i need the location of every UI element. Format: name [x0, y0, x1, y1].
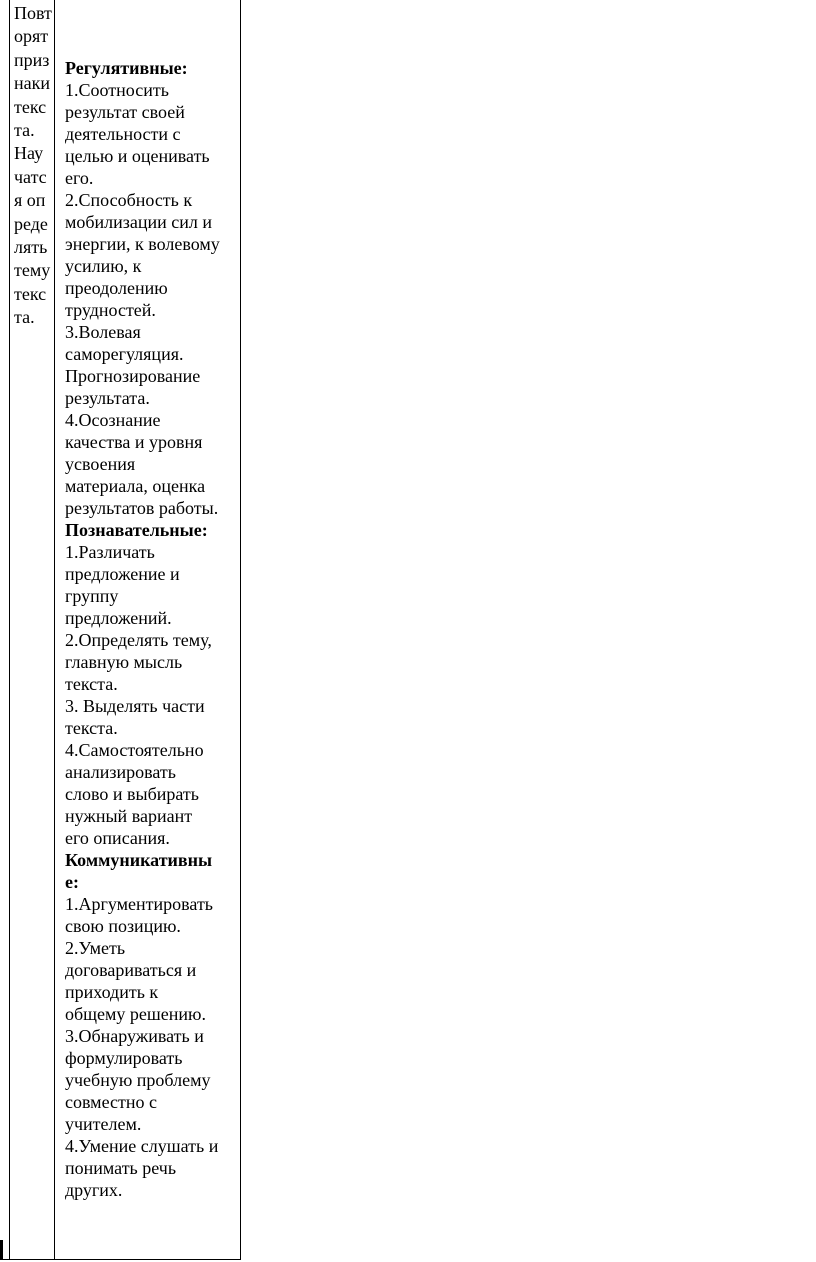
text-line: 3.Волевая	[65, 322, 141, 342]
text-line: свою позицию.	[65, 916, 181, 936]
text-line: его.	[65, 168, 94, 188]
text-line: анализировать	[65, 762, 176, 782]
lesson-outcome-text: Повторят признаки текста. Научатся определять тему текста.	[14, 3, 52, 328]
text-line: 3. Выделять части	[65, 696, 205, 716]
text-line: учебную проблему	[65, 1070, 211, 1090]
text-line: усилию, к	[65, 256, 142, 276]
section-heading: Регулятивные:	[65, 58, 188, 78]
text-line: других.	[65, 1180, 123, 1200]
text-line: учителем.	[65, 1114, 142, 1134]
text-line: 4.Осознание	[65, 410, 161, 430]
text-line: 4.Умение слушать и	[65, 1136, 219, 1156]
text-line: результата.	[65, 388, 150, 408]
table-fragment	[0, 0, 241, 1260]
text-line: 2.Определять тему,	[65, 630, 212, 650]
text-line: энергии, к волевому	[65, 234, 220, 254]
text-line: 1.Различать	[65, 542, 155, 562]
text-line: 2.Способность к	[65, 190, 193, 210]
text-line: главную мысль	[65, 652, 183, 672]
text-line: 2.Уметь	[65, 938, 126, 958]
text-line: приходить к	[65, 982, 159, 1002]
text-line: качества и уровня	[65, 432, 203, 452]
text-line: 3.Обнаруживать и	[65, 1026, 204, 1046]
text-line: договариваться и	[65, 960, 197, 980]
text-line: группу	[65, 586, 119, 606]
text-line: совместно с	[65, 1092, 157, 1112]
text-line: текста.	[65, 674, 118, 694]
uud-cell	[55, 0, 240, 1260]
text-line: целью и оценивать	[65, 146, 210, 166]
table-edge-column	[0, 0, 10, 1260]
narrow-column-cell	[10, 0, 55, 1260]
text-line: предложение и	[65, 564, 180, 584]
text-line: трудностей.	[65, 300, 156, 320]
text-line: общему решению.	[65, 1004, 206, 1024]
cell-border-mark	[0, 1240, 3, 1260]
text-line: 1.Аргументировать	[65, 894, 214, 914]
section-heading: Познавательные:	[65, 520, 208, 540]
text-line: Прогнозирование	[65, 366, 201, 386]
text-line: его описания.	[65, 828, 170, 848]
text-line: 4.Самостоятельно	[65, 740, 204, 760]
text-line: слово и выбирать	[65, 784, 199, 804]
text-line: текста.	[65, 718, 118, 738]
text-line: усвоения	[65, 454, 136, 474]
text-line: предложений.	[65, 608, 172, 628]
text-line: материала, оценка	[65, 476, 206, 496]
text-line: понимать речь	[65, 1158, 177, 1178]
text-line: формулировать	[65, 1048, 183, 1068]
text-line: мобилизации сил и	[65, 212, 213, 232]
text-line: 1.Соотносить	[65, 80, 169, 100]
section-heading: Коммуникативны	[65, 850, 213, 870]
text-line: результатов работы.	[65, 498, 219, 518]
text-line: результат своей	[65, 102, 185, 122]
section-heading: е:	[65, 872, 79, 892]
text-line: саморегуляция.	[65, 344, 184, 364]
text-line: нужный вариант	[65, 806, 193, 826]
text-line: деятельности с	[65, 124, 181, 144]
text-line: преодолению	[65, 278, 168, 298]
